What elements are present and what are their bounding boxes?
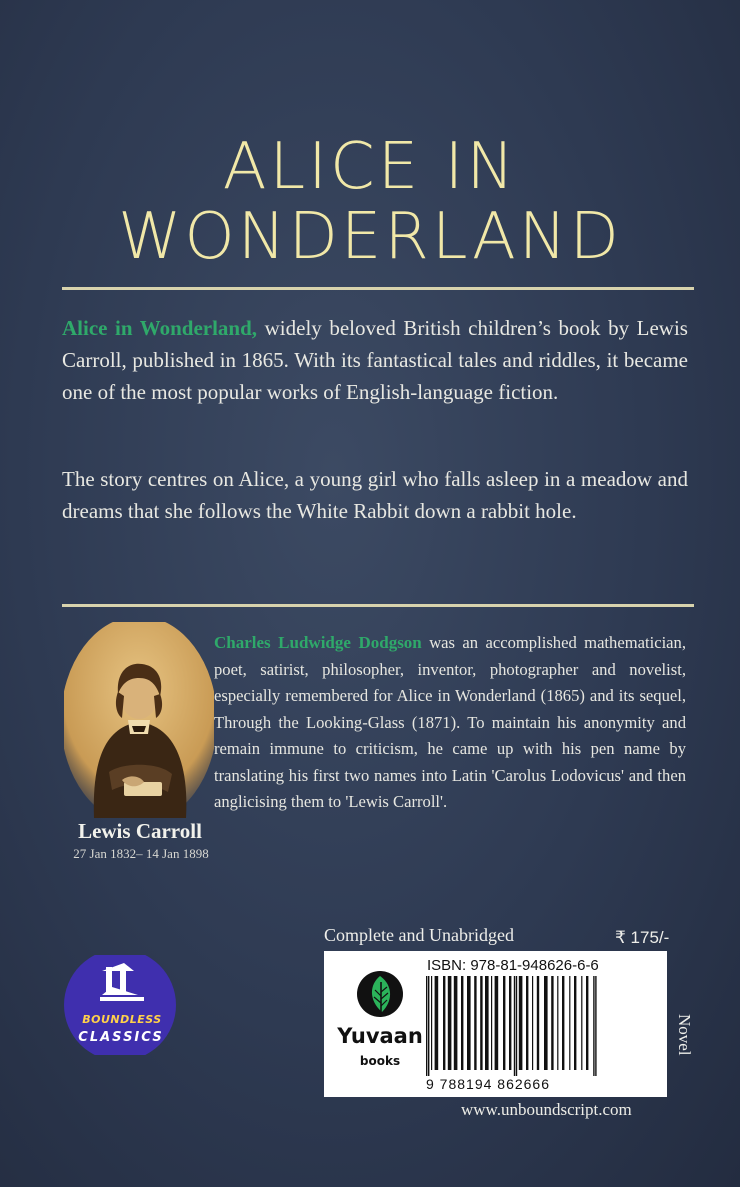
series-badge-line1: BOUNDLESS [82,1013,162,1026]
edition-label: Complete and Unabridged [324,925,514,945]
barcode-digits: 9 788194 862666 [426,1076,550,1092]
publisher-leaf-logo [356,968,404,1020]
author-portrait [64,622,214,818]
author-name: Lewis Carroll [78,819,202,843]
publisher-name: Yuvaan [337,1024,423,1048]
author-bio [214,630,686,816]
book-title-line1: ALICE IN [222,130,518,204]
genre-label: Novel [675,1014,694,1056]
isbn-label: ISBN: 978-81-948626-6-6 [427,957,599,974]
author-bio-text: was an accomplished mathematician, poet, satirist, philosopher, inventor, photographer and novelist, especially remembered for Alice in Wonderland (1865) and its sequel, Through the Looking-Glass (1871). To maintain his anonymity and remain immune to criticism, he came up with his pen name by translating his first two names into Latin 'Carolus Lodovicus' and then anglicising them to 'Lewis Carroll'. [214,633,686,811]
author-dates: 27 Jan 1832– 14 Jan 1898 [73,846,209,861]
price-label: ₹ 175/- [615,928,670,947]
series-badge-line2: CLASSICS [78,1030,164,1045]
divider-top [62,287,694,290]
synopsis-title-highlight: Alice in Wonderland, [62,316,258,340]
author-real-name-highlight: Charles Ludwidge Dodgson [214,633,422,652]
isbn-barcode [424,976,662,1076]
synopsis-paragraph-2: The story centres on Alice, a young girl who falls asleep in a meadow and dreams that she follows the White Rabbit down a rabbit hole. [62,467,688,523]
publisher-website: www.unboundscript.com [461,1100,632,1119]
divider-middle [62,604,694,607]
synopsis-text-1: widely beloved British children’s book by Lewis Carroll, published in 1865. With its fantastical tales and riddles, it became one of the most popular works of English-language fiction. [62,316,688,404]
publisher-subname: books [359,1054,401,1068]
book-title-line2: WONDERLAND [118,200,622,274]
synopsis-paragraph-1 [62,312,688,408]
